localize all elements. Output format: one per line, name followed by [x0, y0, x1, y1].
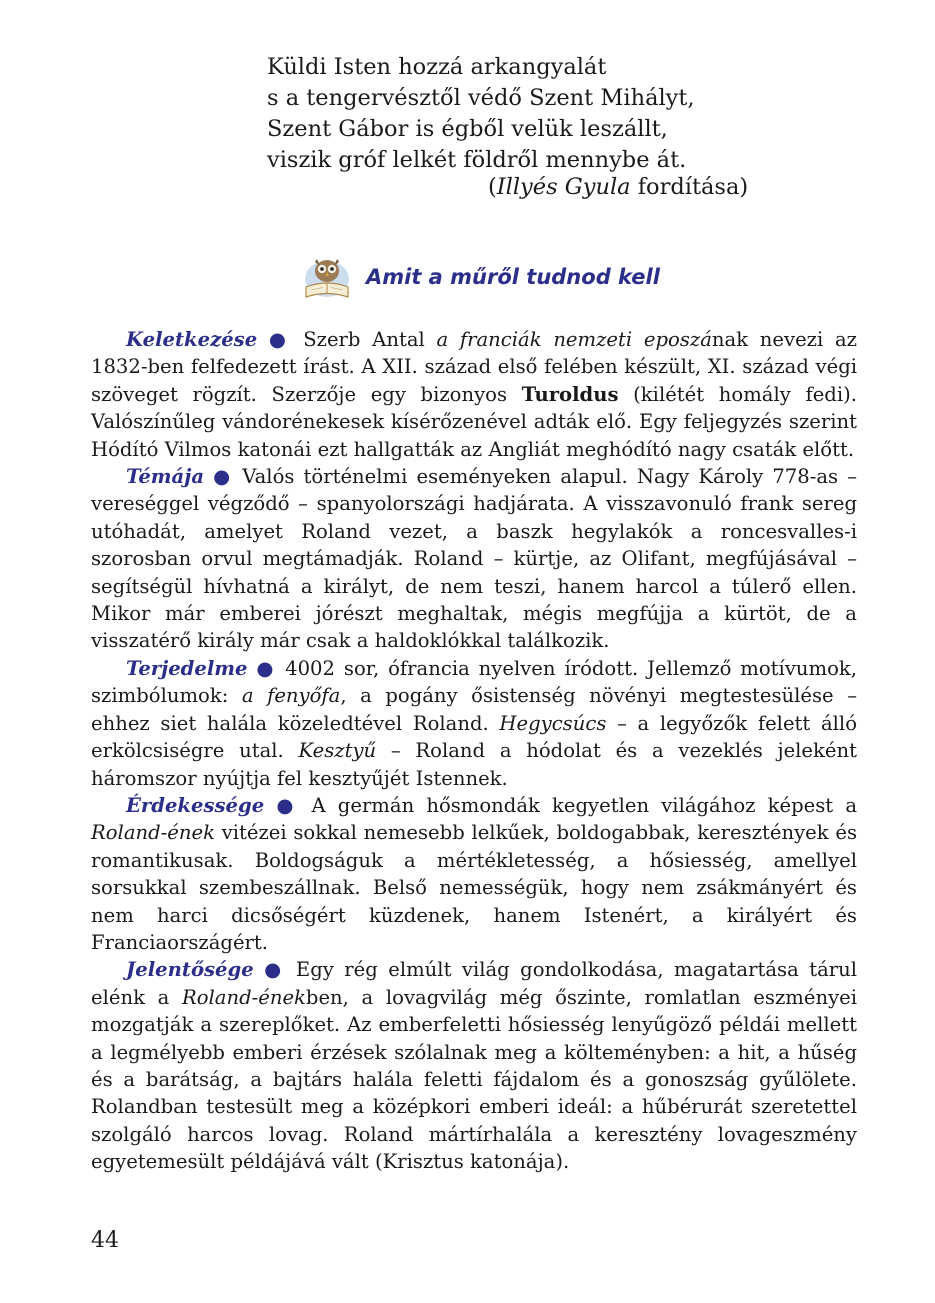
keyword-label: Jelentősége [126, 958, 254, 982]
credit-rest: fordítása) [630, 174, 749, 200]
poem-line: viszik gróf lelkét földről mennybe át. [267, 147, 687, 173]
italic-phrase: Roland-ének [181, 985, 306, 1009]
paragraph-text: ben, a lovagvilág még őszinte, romlatlan eszményei mozgatják a szereplőket. Az emberfeletti hősiesség lenyűgöző példái mellett a legmélyebb emberi érzések szólalnak meg a költeményben: a hit, a hűség és a barátság, a bajtárs halála feletti fájdalom és a gonoszság gyűlölete. Rolandban testesült meg a középkori emberi ideál: a hűbérurát szeretettel szolgáló harcos lovag. Roland mártírhalála a keresztény lovageszmény egyetemesült példájává vált (Krisztus katonája). [91, 985, 858, 1174]
paragraph-text: 4002 sor, ófrancia nyelven íródott. Jellemző motívumok, szimbólumok: [91, 656, 857, 708]
credit-paren: ( [488, 174, 497, 200]
keyword-label: Témája [126, 465, 205, 489]
paragraph-keletkezese [91, 326, 857, 463]
bullet-separator: ● [264, 793, 312, 817]
italic-phrase: a franciák nemzeti eposzá [436, 328, 712, 351]
paragraph-text: Szerb Antal [303, 328, 437, 351]
poem-line: Küldi Isten hozzá arkangyalát [267, 54, 607, 80]
italic-phrase: Kesztyű [298, 739, 377, 763]
section-heading [298, 246, 660, 308]
paragraph-text: A germán hősmondák kegyetlen világához képest a [311, 793, 857, 817]
page-number: 44 [91, 1228, 119, 1253]
paragraph-terjedelme [91, 655, 857, 792]
paragraph-text: – Roland a hódolat és a vezeklés jeleként háromszor nyújtja fel kesztyűjét Istennek. [91, 739, 857, 790]
paragraph-text: nak nevezi az 1832-ben felfedezett írást. A XII. század első felében készült, XI. század végi szöveget rögzít. Szerzője egy bizonyos [91, 328, 857, 406]
keyword-label: Terjedelme [126, 656, 248, 680]
article-body [91, 326, 857, 1176]
bullet-separator: ● [247, 656, 286, 680]
italic-phrase: a fenyőfa [241, 684, 341, 708]
reading-owl-icon [298, 249, 356, 305]
bullet-separator: ● [257, 328, 304, 351]
translator-name: Illyés Gyula [496, 174, 631, 200]
bullet-separator: ● [204, 465, 243, 489]
keyword-label: Érdekessége [126, 793, 265, 817]
paragraph-erdekessege [91, 792, 857, 956]
italic-phrase: Roland-ének [91, 821, 215, 845]
paragraph-text: Valós történelmi eseményeken alapul. Nagy Károly 778-as – vereséggel végződő – spanyolországi hadjárata. A visszavonuló frank sereg utóhadát, amelyet Roland vezet, a baszk hegylakók a roncesvalles-i szorosban orvul megtámadják. Roland – kürtje, az Olifant, megfújásával – segítségül hívhatná a királyt, de nem teszi, hanem harcol a túlerő ellen. Mikor már emberei jórészt meghaltak, mégis megfújja a kürtöt, de a visszatérő király már csak a haldoklókkal találkozik. [91, 465, 857, 653]
italic-phrase: Hegycsúcs [499, 711, 607, 735]
paragraph-text: – a legyőzők felett álló erkölcsiségre utal. [91, 711, 857, 763]
paragraph-jelentosege [91, 956, 857, 1175]
paragraph-text: Egy rég elmúlt világ gondolkodása, magatartása tárul elénk a [91, 958, 858, 1009]
poem-line: s a tengervésztől védő Szent Mihályt, [267, 85, 695, 111]
section-title: Amit a műről tudnod kell [366, 265, 660, 289]
paragraph-text: vitézei sokkal nemesebb lelkűek, boldogabbak, keresztények és romantikusak. Boldogságuk a mértékletesség, a hősiesség, amellyel sorsukkal szembeszállnak. Belső nemességük, hogy nem zsákmányért és nem harci dicsőségért küzdenek, hanem Istenért, a királyért és Franciaországért. [91, 821, 857, 954]
paragraph-text: (kilétét homály fedi). Valószínűleg vándorénekesek kísérőzenével adták elő. Egy feljegyzés szerint Hódító Vilmos katonái ezt hallgatták az Angliát meghódító nagy csaták előtt. [91, 382, 857, 461]
translation-credit [488, 172, 748, 203]
paragraph-text: , a pogány ősistenség növényi megtestesülése – ehhez siet halála közeledtével Roland. [91, 684, 857, 735]
keyword-label: Keletkezése [126, 328, 258, 351]
poem-line: Szent Gábor is égből velük leszállt, [267, 116, 668, 142]
bullet-separator: ● [253, 958, 296, 982]
author-name: Turoldus [521, 382, 619, 406]
poem-excerpt [267, 52, 787, 176]
paragraph-temaja [91, 463, 857, 655]
